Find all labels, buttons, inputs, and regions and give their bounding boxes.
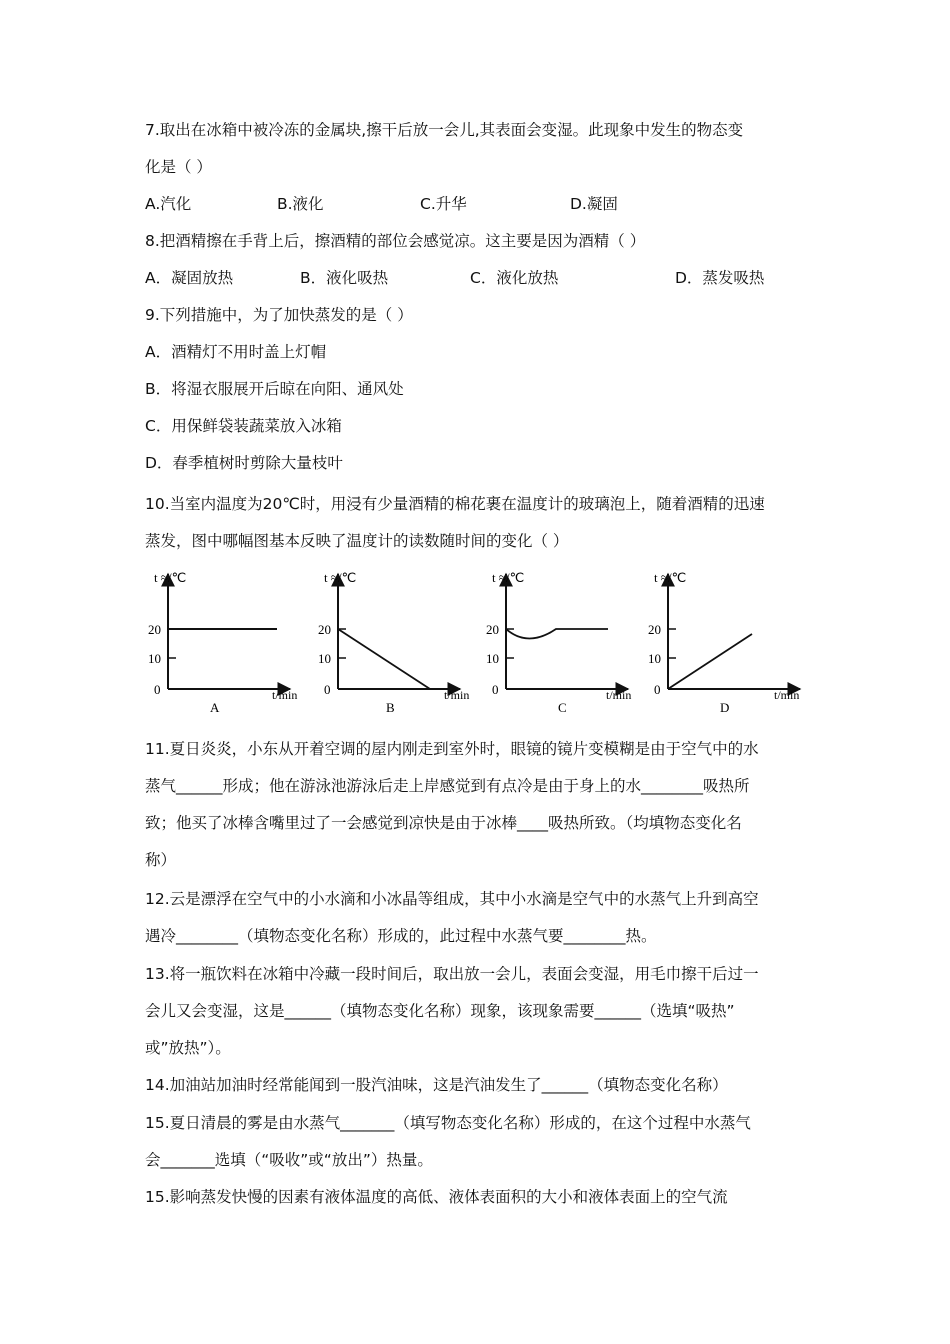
q7-text-line1: 7.取出在冰箱中被冷冻的金属块,擦干后放一会儿,其表面会变湿。此现象中发生的物态变 xyxy=(145,121,744,139)
graph-d-curve xyxy=(668,634,752,689)
graph-b-panel-label: B xyxy=(386,700,395,715)
graph-a-tick-10: 10 xyxy=(148,651,161,666)
q12-text-line2: 遇冷________（填物态变化名称）形成的，此过程中水蒸气要________热。 xyxy=(145,927,657,945)
q11-text-line1: 11.夏日炎炎，小东从开着空调的屋内刚走到室外时，眼镜的镜片变模糊是由于空气中的水 xyxy=(145,740,759,758)
q7-option-c: C.升华 xyxy=(420,195,467,213)
q9-option-a: A．酒精灯不用时盖上灯帽 xyxy=(145,343,327,361)
graph-b-tick-10: 10 xyxy=(318,651,331,666)
graph-d-tick-10: 10 xyxy=(648,651,661,666)
q9-option-c: C．用保鲜袋装蔬菜放入冰箱 xyxy=(145,417,342,435)
graph-b-y-label: t ≈/℃ xyxy=(324,570,357,585)
q13-text-line3: 或”放热”）。 xyxy=(145,1039,231,1057)
graph-a-tick-20: 20 xyxy=(148,622,161,637)
graph-c-panel-label: C xyxy=(558,700,567,715)
q11-text-line3: 致；他买了冰棒含嘴里过了一会感觉到凉快是由于冰棒____吸热所致。（均填物态变化名 xyxy=(145,814,742,832)
graph-c-tick-10: 10 xyxy=(486,651,499,666)
graph-b-tick-20: 20 xyxy=(318,622,331,637)
graph-d-tick-20: 20 xyxy=(648,622,661,637)
graph-a-x-label: t/min xyxy=(272,688,298,702)
q8-option-d: D．蒸发吸热 xyxy=(675,269,765,287)
graph-panel-c xyxy=(486,570,631,715)
graph-a-tick-0: 0 xyxy=(154,682,161,697)
q9-option-d: D．春季植树时剪除大量枝叶 xyxy=(145,454,343,472)
q12-text-line1: 12.云是漂浮在空气中的小水滴和小冰晶等组成，其中小水滴是空气中的水蒸气上升到高空 xyxy=(145,890,759,908)
graph-panel-a xyxy=(148,570,297,715)
q7-option-a: A.汽化 xyxy=(145,195,192,213)
graph-d-tick-0: 0 xyxy=(654,682,661,697)
q8-option-a: A．凝固放热 xyxy=(145,269,234,287)
q9-option-b: B．将湿衣服展开后晾在向阳、通风处 xyxy=(145,380,404,398)
graph-c-x-label: t/min xyxy=(606,688,632,702)
q13-text-line1: 13.将一瓶饮料在冰箱中冷藏一段时间后，取出放一会儿，表面会变湿，用毛巾擦干后过一 xyxy=(145,965,759,983)
q10-graphs-figure xyxy=(140,562,820,722)
graph-c-tick-0: 0 xyxy=(492,682,499,697)
q9-text-line1: 9.下列措施中，为了加快蒸发的是（ ） xyxy=(145,306,413,324)
graph-panel-b xyxy=(318,570,469,715)
q15a-text-line2: 会_______选填（“吸收”或“放出”）热量。 xyxy=(145,1151,433,1169)
q10-text-line1: 10.当室内温度为20℃时，用浸有少量酒精的棉花裹在温度计的玻璃泡上，随着酒精的迅速 xyxy=(145,495,765,513)
graph-a-panel-label: A xyxy=(210,700,220,715)
q11-text-line2: 蒸气______形成；他在游泳池游泳后走上岸感觉到有点冷是由于身上的水________吸热所 xyxy=(145,777,750,795)
graph-d-panel-label: D xyxy=(720,700,730,715)
q8-option-b: B．液化吸热 xyxy=(300,269,389,287)
graph-c-tick-20: 20 xyxy=(486,622,499,637)
graph-c-curve xyxy=(506,629,608,639)
q10-text-line2: 蒸发，图中哪幅图基本反映了温度计的读数随时间的变化（ ） xyxy=(145,532,569,550)
q13-text-line2: 会儿又会变湿，这是______（填物态变化名称）现象，该现象需要______（选填“吸热” xyxy=(145,1002,735,1020)
q15b-text-line1: 15.影响蒸发快慢的因素有液体温度的高低、液体表面积的大小和液体表面上的空气流 xyxy=(145,1188,728,1206)
q7-text-line2: 化是（ ） xyxy=(145,158,212,176)
q15a-text-line1: 15.夏日清晨的雾是由水蒸气_______（填写物态变化名称）形成的，在这个过程中水蒸气 xyxy=(145,1114,751,1132)
graph-c-y-label: t ≈/℃ xyxy=(492,570,525,585)
graph-d-y-label: t ≈/℃ xyxy=(654,570,687,585)
graph-b-x-label: t/min xyxy=(444,688,470,702)
q8-text-line1: 8.把酒精擦在手背上后，擦酒精的部位会感觉凉。这主要是因为酒精（ ） xyxy=(145,232,646,250)
q8-option-c: C．液化放热 xyxy=(470,269,559,287)
q11-text-line4: 称） xyxy=(145,851,177,869)
q7-option-b: B.液化 xyxy=(277,195,324,213)
graph-panel-d xyxy=(648,570,800,715)
graph-b-tick-0: 0 xyxy=(324,682,331,697)
q14-text-line1: 14.加油站加油时经常能闻到一股汽油味，这是汽油发生了______（填物态变化名称） xyxy=(145,1076,728,1094)
graph-a-y-label: t ≈/℃ xyxy=(154,570,187,585)
graph-d-x-label: t/min xyxy=(774,688,800,702)
q7-option-d: D.凝固 xyxy=(570,195,618,213)
graph-b-curve xyxy=(338,629,430,689)
